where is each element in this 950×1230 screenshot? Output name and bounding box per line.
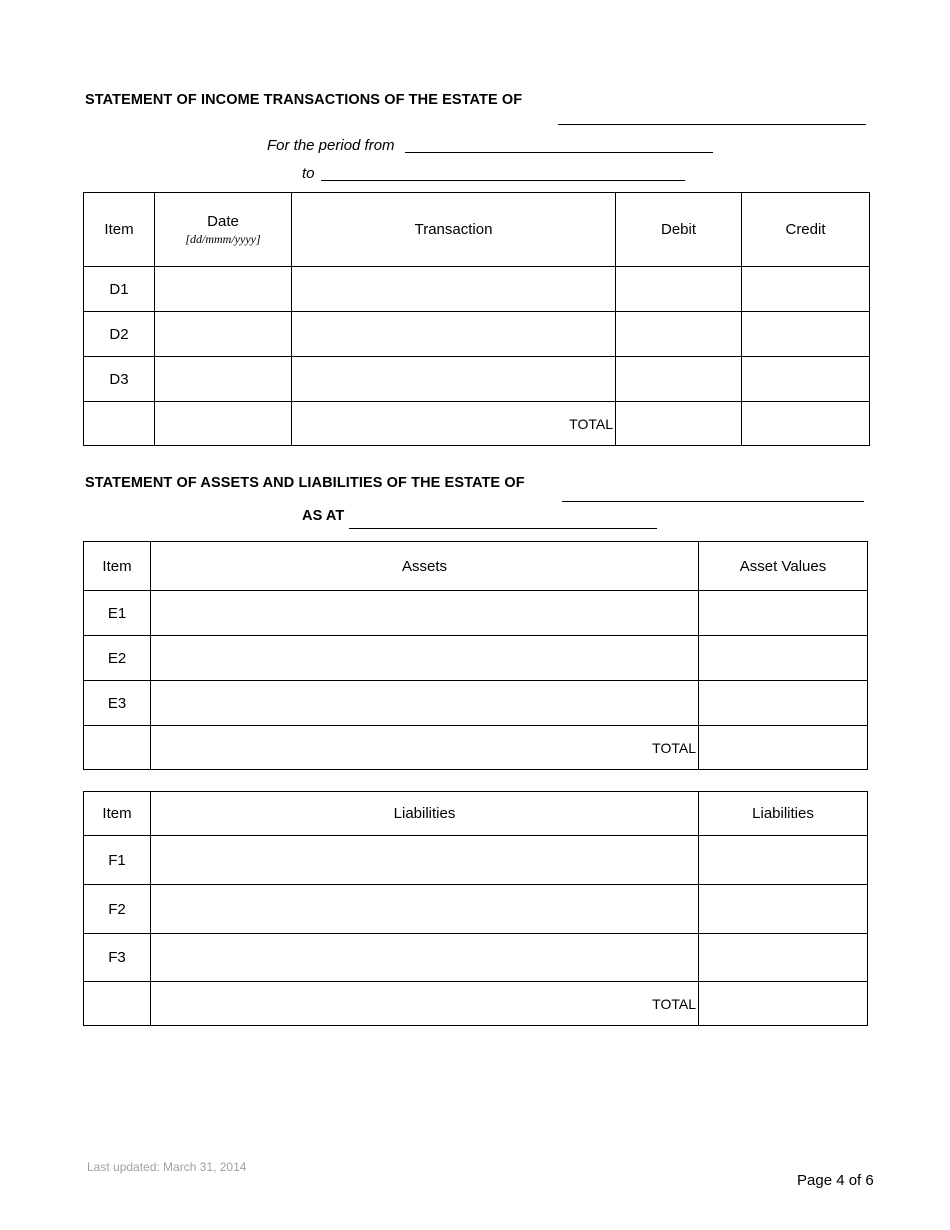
table-header-row <box>84 792 868 836</box>
asset-value-cell[interactable] <box>699 681 868 726</box>
liability-total-cell[interactable] <box>699 982 868 1026</box>
assets-liabilities-heading: STATEMENT OF ASSETS AND LIABILITIES OF THE ESTATE OF <box>85 475 525 491</box>
table-row <box>84 357 870 402</box>
column-header-debit: Debit <box>616 193 742 267</box>
transaction-cell[interactable] <box>292 357 616 402</box>
table-row <box>84 312 870 357</box>
column-header-liabilities: Liabilities <box>151 792 699 836</box>
debit-cell[interactable] <box>616 357 742 402</box>
empty-cell <box>84 402 155 446</box>
period-from-field[interactable] <box>405 152 713 153</box>
column-header-assets: Assets <box>151 542 699 591</box>
row-item-label: F2 <box>84 885 151 934</box>
column-header-credit: Credit <box>742 193 870 267</box>
table-header-row <box>84 193 870 267</box>
estate-name-field[interactable] <box>558 124 866 125</box>
table-row <box>84 836 868 885</box>
debit-total-cell[interactable] <box>616 402 742 446</box>
column-header-asset-values: Asset Values <box>699 542 868 591</box>
row-item-label: E2 <box>84 636 151 681</box>
table-row <box>84 267 870 312</box>
debit-cell[interactable] <box>616 312 742 357</box>
asset-value-cell[interactable] <box>699 636 868 681</box>
total-row <box>84 726 868 770</box>
as-at-label: AS AT <box>302 508 345 524</box>
liabilities-table <box>83 791 868 1026</box>
empty-cell <box>155 402 292 446</box>
row-item-label: E1 <box>84 591 151 636</box>
asset-total-cell[interactable] <box>699 726 868 770</box>
page-number: Page 4 of 6 <box>797 1172 874 1189</box>
asset-value-cell[interactable] <box>699 591 868 636</box>
date-cell[interactable] <box>155 312 292 357</box>
column-header-date <box>155 193 292 267</box>
total-label: TOTAL <box>292 402 616 446</box>
asset-cell[interactable] <box>151 636 699 681</box>
income-transactions-table <box>83 192 870 446</box>
table-row <box>84 934 868 982</box>
credit-cell[interactable] <box>742 357 870 402</box>
empty-cell <box>84 982 151 1026</box>
period-from-label: For the period from <box>267 137 395 154</box>
row-item-label: E3 <box>84 681 151 726</box>
empty-cell <box>84 726 151 770</box>
total-label: TOTAL <box>151 982 699 1026</box>
asset-cell[interactable] <box>151 681 699 726</box>
column-header-liability-values: Liabilities <box>699 792 868 836</box>
transaction-cell[interactable] <box>292 312 616 357</box>
as-at-date-field[interactable] <box>349 528 657 529</box>
table-row <box>84 591 868 636</box>
table-header-row <box>84 542 868 591</box>
table-row <box>84 885 868 934</box>
column-header-transaction: Transaction <box>292 193 616 267</box>
liability-cell[interactable] <box>151 836 699 885</box>
row-item-label: F1 <box>84 836 151 885</box>
row-item-label: D3 <box>84 357 155 402</box>
assets-table <box>83 541 868 770</box>
income-statement-heading: STATEMENT OF INCOME TRANSACTIONS OF THE ESTATE OF <box>85 92 523 108</box>
date-format-hint: [dd/mmm/yyyy] <box>185 231 261 246</box>
total-row <box>84 402 870 446</box>
credit-total-cell[interactable] <box>742 402 870 446</box>
total-row <box>84 982 868 1026</box>
table-row <box>84 681 868 726</box>
liability-value-cell[interactable] <box>699 885 868 934</box>
row-item-label: D1 <box>84 267 155 312</box>
date-cell[interactable] <box>155 267 292 312</box>
date-header-label: Date <box>207 212 239 230</box>
column-header-item: Item <box>84 542 151 591</box>
liability-cell[interactable] <box>151 885 699 934</box>
transaction-cell[interactable] <box>292 267 616 312</box>
debit-cell[interactable] <box>616 267 742 312</box>
total-label: TOTAL <box>151 726 699 770</box>
period-to-field[interactable] <box>321 180 685 181</box>
credit-cell[interactable] <box>742 312 870 357</box>
liability-value-cell[interactable] <box>699 934 868 982</box>
estate-name-field-2[interactable] <box>562 501 864 502</box>
column-header-item: Item <box>84 792 151 836</box>
date-cell[interactable] <box>155 357 292 402</box>
credit-cell[interactable] <box>742 267 870 312</box>
liability-value-cell[interactable] <box>699 836 868 885</box>
table-row <box>84 636 868 681</box>
liability-cell[interactable] <box>151 934 699 982</box>
last-updated-text: Last updated: March 31, 2014 <box>87 1160 247 1174</box>
row-item-label: D2 <box>84 312 155 357</box>
row-item-label: F3 <box>84 934 151 982</box>
asset-cell[interactable] <box>151 591 699 636</box>
period-to-label: to <box>302 165 315 182</box>
column-header-item: Item <box>84 193 155 267</box>
